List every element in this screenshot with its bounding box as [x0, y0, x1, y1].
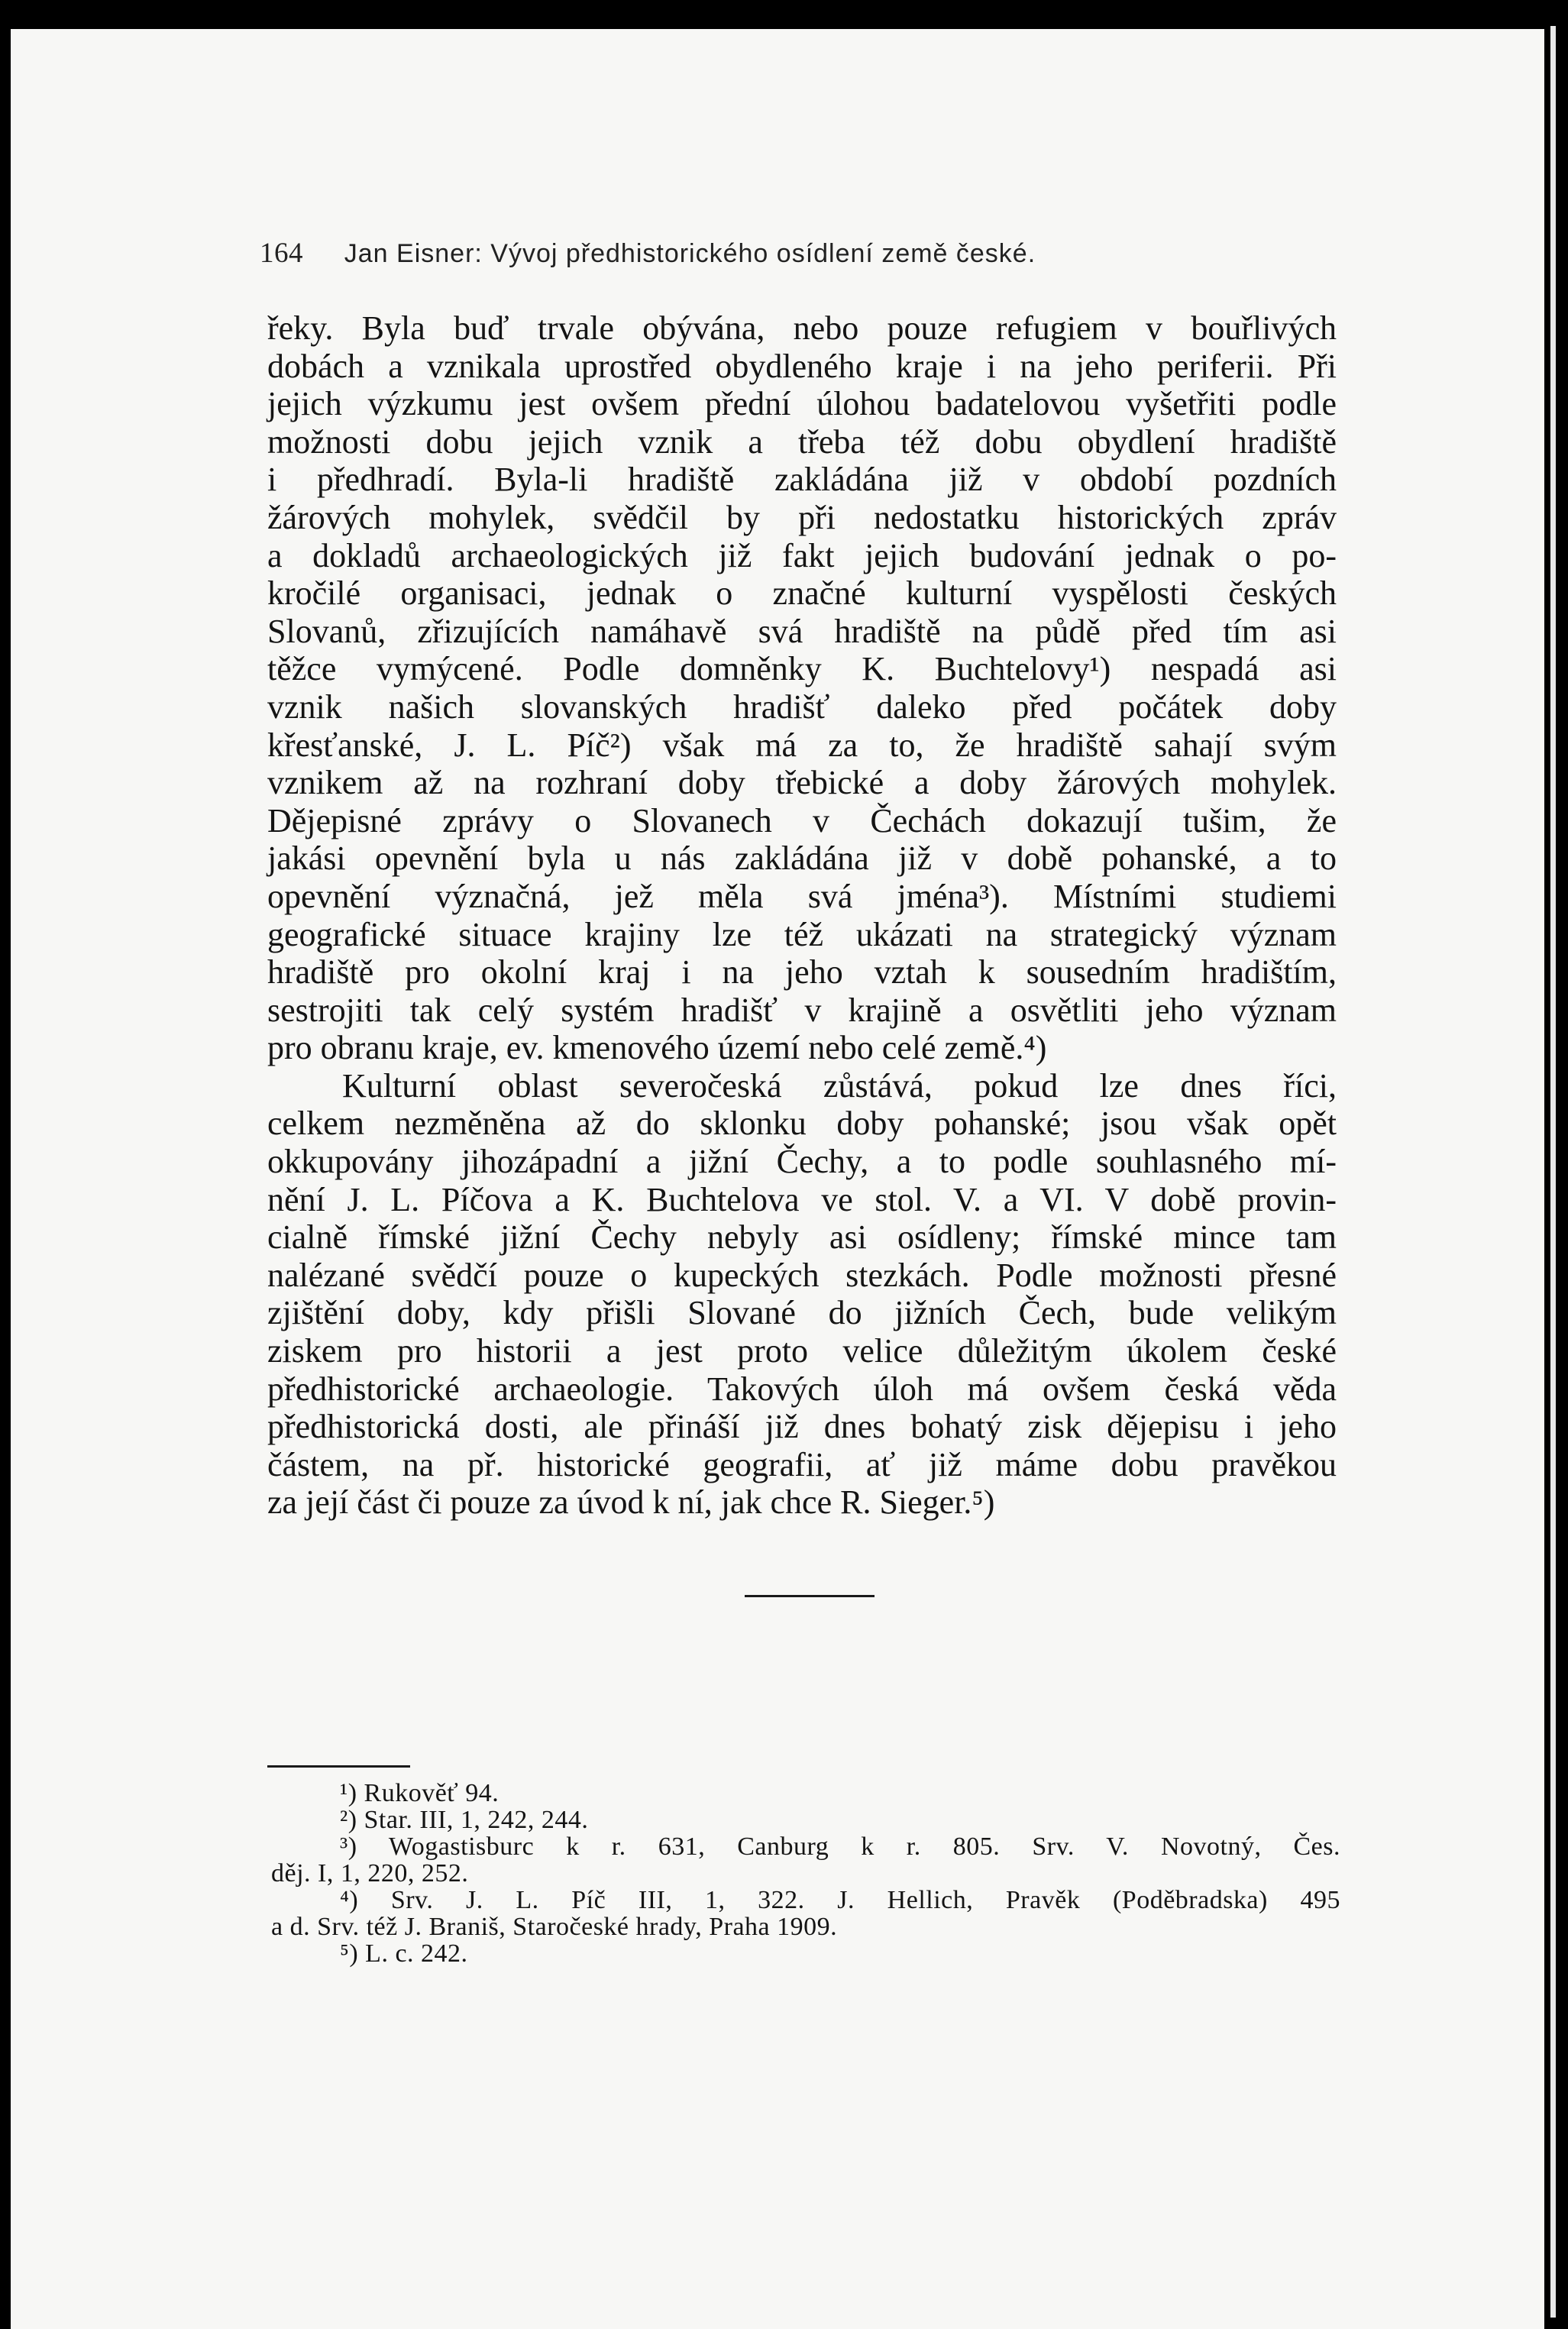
- text-line: Slovanů, zřizujících namáhavě svá hradiště na půdě před tím asi: [267, 612, 1337, 650]
- section-divider: [745, 1595, 875, 1597]
- page-number: 164: [260, 238, 303, 269]
- text-line: vznik našich slovanských hradišť daleko před počátek doby: [267, 687, 1337, 726]
- footnote-rule: [267, 1765, 410, 1768]
- text-line: jejich výzkumu jest ovšem přední úlohou badatelovou vyšetřiti podle: [267, 385, 1337, 423]
- footnote-line: děj. I, 1, 220, 252.: [271, 1859, 469, 1887]
- text-line: možnosti dobu jejich vznik a třeba též dobu obydlení hradiště: [267, 422, 1337, 461]
- text-line: řeky. Byla buď trvale obývána, nebo pouze refugiem v bouřlivých: [267, 309, 1337, 347]
- text-line: za její část či pouze za úvod k ní, jak chce R. Sieger.⁵): [267, 1483, 995, 1522]
- text-line: nalézané svědčí pouze o kupeckých stezkách. Podle možnosti přesné: [267, 1256, 1337, 1294]
- text-line: a dokladů archaeologických již fakt jejich budování jednak o po-: [267, 536, 1337, 574]
- footnote-line: a d. Srv. též J. Braniš, Staročeské hrady, Praha 1909.: [271, 1913, 838, 1941]
- text-line: vznikem až na rozhraní doby třebické a doby žárových mohylek.: [267, 764, 1337, 802]
- running-title: Jan Eisner: Vývoj předhistorického osídlení země české.: [344, 239, 1036, 268]
- footnotes: [271, 1780, 1340, 1967]
- text-line: ziskem pro historii a jest proto velice důležitým úkolem české: [267, 1332, 1337, 1370]
- running-head: [260, 237, 1036, 270]
- page-edge: [1550, 26, 1556, 2318]
- footnote-line: ²) Star. III, 1, 242, 244.: [340, 1806, 589, 1834]
- footnote-line: ⁴) Srv. J. L. Píč III, 1, 322. J. Hellich, Pravěk (Poděbradska) 495: [340, 1886, 1340, 1914]
- text-line: sestrojiti tak celý systém hradišť v krajině a osvětliti jeho význam: [267, 991, 1337, 1029]
- footnote-line: ⁵) L. c. 242.: [340, 1939, 468, 1968]
- text-line: zjištění doby, kdy přišli Slované do jižních Čech, bude velikým: [267, 1294, 1337, 1332]
- text-line: hradiště pro okolní kraj i na jeho vztah k sousedním hradištím,: [267, 953, 1337, 991]
- text-line: předhistorické archaeologie. Takových úloh má ovšem česká věda: [267, 1370, 1337, 1408]
- text-line: i předhradí. Byla-li hradiště zakládána již v období pozdních: [267, 461, 1337, 499]
- footnote-line: ³) Wogastisburc k r. 631, Canburg k r. 805. Srv. V. Novotný, Čes.: [340, 1832, 1340, 1861]
- footnote-line: ¹) Rukověť 94.: [340, 1779, 499, 1807]
- text-line: Dějepisné zprávy o Slovanech v Čechách dokazují tušim, že: [267, 801, 1337, 839]
- body-text: [267, 309, 1337, 1522]
- text-line: pro obranu kraje, ev. kmenového území nebo celé země.⁴): [267, 1029, 1047, 1067]
- text-line: geografické situace krajiny lze též ukázati na strategický význam: [267, 915, 1337, 953]
- text-line: křesťanské, J. L. Píč²) však má za to, že hradiště sahají svým: [267, 726, 1337, 764]
- text-line: jakási opevnění byla u nás zakládána již v době pohanské, a to: [267, 839, 1337, 878]
- text-line: okkupovány jihozápadní a jižní Čechy, a to podle souhlasného mí-: [267, 1143, 1337, 1181]
- text-line: kročilé organisaci, jednak o značné kulturní vyspělosti českých: [267, 574, 1337, 613]
- text-line: předhistorická dosti, ale přináší již dnes bohatý zisk dějepisu i jeho: [267, 1408, 1337, 1446]
- text-line: nění J. L. Píčova a K. Buchtelova ve stol. V. a VI. V době provin-: [267, 1180, 1337, 1218]
- text-line: cialně římské jižní Čechy nebyly asi osídleny; římské mince tam: [267, 1218, 1337, 1257]
- text-line: dobách a vznikala uprostřed obydleného kraje i na jeho periferii. Při: [267, 347, 1337, 385]
- text-line: částem, na př. historické geografii, ať již máme dobu pravěkou: [267, 1445, 1337, 1483]
- text-line: opevnění význačná, jež měla svá jména³). Místními studiemi: [267, 877, 1337, 915]
- text-line: Kulturní oblast severočeská zůstává, pokud lze dnes říci,: [342, 1066, 1337, 1105]
- text-line: těžce vymýcené. Podle domněnky K. Buchtelovy¹) nespadá asi: [267, 650, 1337, 688]
- text-line: žárových mohylek, svědčil by při nedostatku historických zpráv: [267, 498, 1337, 536]
- text-line: celkem nezměněna až do sklonku doby pohanské; jsou však opět: [267, 1105, 1337, 1143]
